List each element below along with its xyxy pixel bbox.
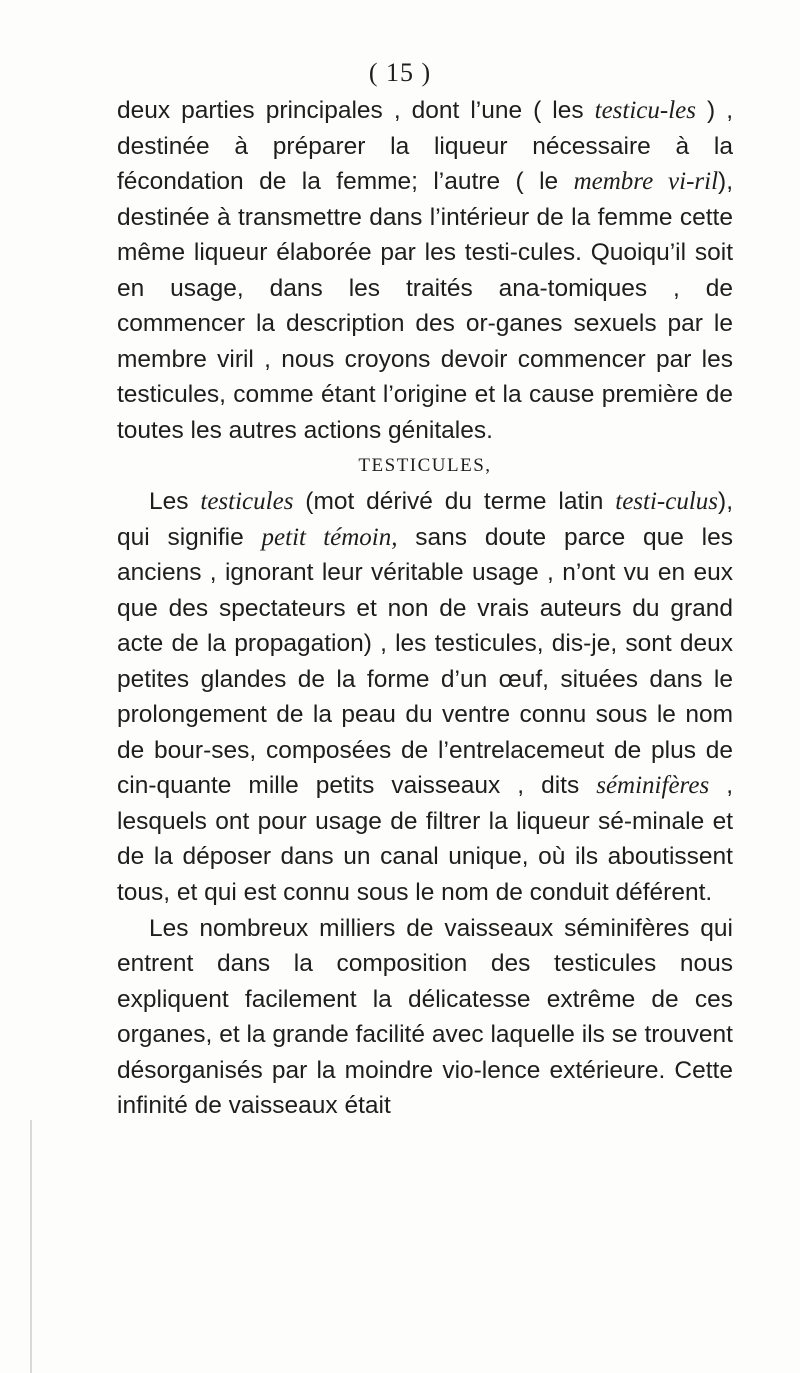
section-heading: TESTICULES, xyxy=(358,455,492,477)
italic-term: petit témoin, xyxy=(261,523,398,551)
text-run: , lesquels ont pour usage de filtrer la liqueur sé-minale et de la déposer dans un canal unique, où ils aboutissent tous, et qui est connu sous le nom de conduit déférent. xyxy=(117,772,733,907)
italic-term: testicules xyxy=(200,488,294,516)
text-run: ), destinée à transmettre dans l’intérieur de la femme cette même liqueur élaborée par les testi-cules. Quoiqu’il soit en usage, dans les traités ana-tomiques , de commencer la description des or-ganes sexuels par le membre viril , nous croyons devoir commencer par les testicules, comme étant l’origine et la cause première de toutes les autres actions génitales. xyxy=(117,168,733,444)
italic-term: testicu-les xyxy=(594,97,696,124)
paragraph xyxy=(117,484,733,911)
italic-term: testi-culus xyxy=(615,488,719,516)
body-text xyxy=(117,93,733,1124)
text-run: ) , destinée à préparer la liqueur nécessaire à la fécondation de la femme; l’autre ( le xyxy=(117,97,733,196)
text-run: sans doute parce que les anciens , ignorant leur véritable usage , n’ont vu en eux que des spectateurs et non de vrais auteurs du grand acte de la propagation) , les testicules, dis-je, sont deux petites glandes de la forme d’un œuf, situées dans le prolongement de la peau du ventre connu sous le nom de bour-ses, composées de l’entrelacemeut de plus de cin-quante mille petits vaisseaux , dits xyxy=(117,523,734,800)
text-run: ), qui signifie xyxy=(117,488,733,551)
paragraph xyxy=(117,93,733,448)
italic-term: membre vi-ril xyxy=(573,168,719,196)
text-run: (mot dérivé du terme latin xyxy=(293,488,616,516)
text-run: Les nombreux milliers de vaisseaux séminifères qui entrent dans la composition des testicules nous expliquent facilement la délicatesse extrême de ces organes, et la grande facilité avec laquelle ils se trouvent désorganisés par la moindre vio-lence extérieure. Cette infinité de vaisseaux était xyxy=(117,914,733,1120)
text-run: Les xyxy=(149,488,201,516)
paragraph xyxy=(117,911,733,1124)
page-edge-shadow xyxy=(30,1120,32,1373)
page-number: ( 15 ) xyxy=(368,58,432,87)
italic-term: séminifères xyxy=(596,772,710,800)
text-run: deux parties principales , dont l’une ( les xyxy=(117,97,595,124)
